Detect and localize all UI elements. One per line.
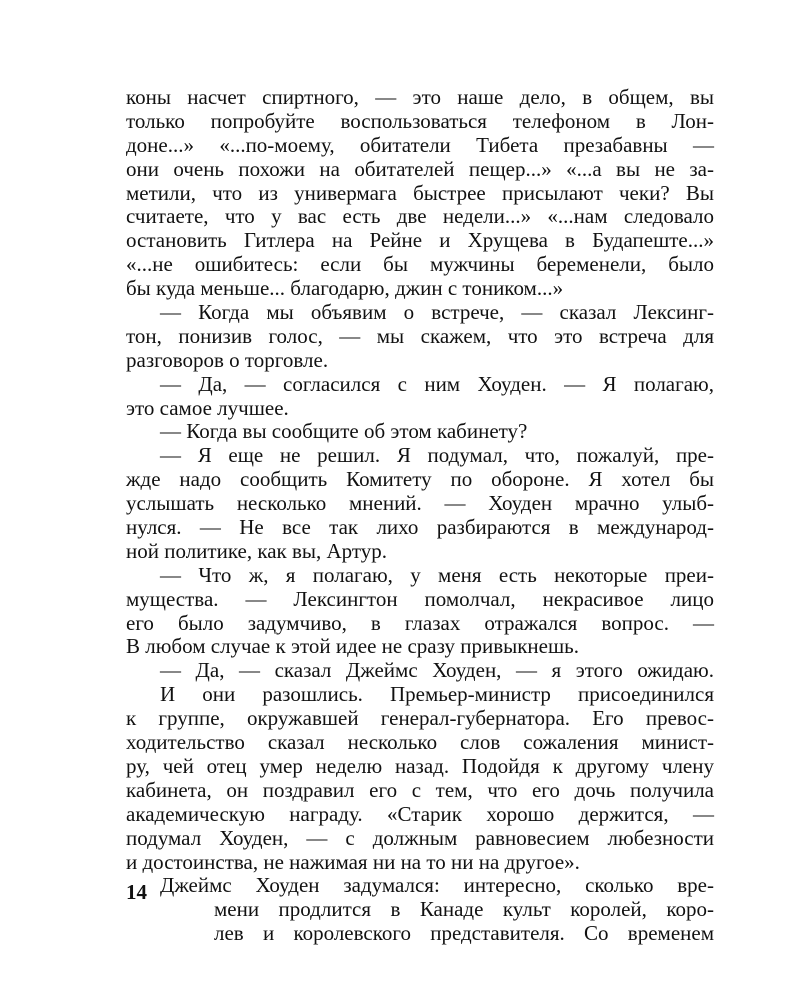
- text-line: — Да, — сказал Джеймс Хоуден, — я этого ожидаю.: [160, 658, 714, 683]
- text-line: кабинета, он поздравил его с тем, что его дочь получила: [126, 777, 714, 802]
- text-line: считаете, что у вас есть две недели...» «...нам следовало: [126, 204, 714, 229]
- text-line: его было задумчиво, в глазах отражался вопрос. —: [126, 610, 714, 635]
- text-line: мущества. — Лексингтон помолчал, некрасивое лицо: [126, 586, 714, 611]
- page-number: 14: [126, 880, 147, 904]
- text-line: — Да, — согласился с ним Хоуден. — Я полагаю,: [160, 371, 714, 396]
- text-line: только попробуйте воспользоваться телефоном в Лон-: [126, 108, 714, 133]
- text-line: бы куда меньше... благодарю, джин с тоником...»: [126, 276, 564, 301]
- text-line: это самое лучшее.: [126, 395, 289, 420]
- text-line: ходительство сказал несколько слов сожаления минист-: [126, 730, 714, 755]
- text-line: Джеймс Хоуден задумался: интересно, сколько вре-: [160, 873, 714, 898]
- text-line: доне...» «...по-моему, обитатели Тибета презабавны —: [126, 132, 714, 157]
- text-line: лев и королевского представителя. Со временем: [214, 921, 714, 946]
- text-line: ру, чей отец умер неделю назад. Подойдя к другому члену: [126, 753, 714, 778]
- text-line: — Что ж, я полагаю, у меня есть некоторые преи-: [160, 562, 714, 587]
- text-line: разговоров о торговле.: [126, 347, 329, 372]
- text-line: И они разошлись. Премьер-министр присоединился: [160, 682, 714, 707]
- text-line: тон, понизив голос, — мы скажем, что это встреча для: [126, 323, 714, 348]
- text-line: подумал Хоуден, — с должным равновесием любезности: [126, 825, 714, 850]
- text-line: к группе, окружавшей генерал-губернатора. Его превос-: [126, 706, 714, 731]
- text-line: мени продлится в Канаде культ королей, коро-: [214, 897, 714, 922]
- text-line: — Я еще не решил. Я подумал, что, пожалуй, пре-: [160, 443, 714, 468]
- text-line: В любом случае к этой идее не сразу привыкнешь.: [126, 634, 579, 659]
- text-line: коны насчет спиртного, — это наше дело, в общем, вы: [126, 85, 714, 109]
- text-line: нулся. — Не все так лихо разбираются в международ-: [126, 515, 714, 540]
- text-line: остановить Гитлера на Рейне и Хрущева в Будапеште...»: [126, 228, 714, 253]
- text-line: жде надо сообщить Комитету по обороне. Я хотел бы: [126, 467, 714, 492]
- text-line: они очень похожи на обитателей пещер...» «...а вы не за-: [126, 156, 714, 181]
- text-line: метили, что из универмага быстрее присылают чеки? Вы: [126, 180, 714, 205]
- text-line: — Когда вы сообщите об этом кабинету?: [160, 419, 528, 444]
- text-line: и достоинства, не нажимая ни на то ни на другое».: [126, 849, 580, 874]
- text-line: академическую награду. «Старик хорошо держится, —: [126, 801, 714, 826]
- text-line: — Когда мы объявим о встрече, — сказал Лексинг-: [160, 300, 714, 325]
- text-line: услышать несколько мнений. — Хоуден мрачно улыб-: [126, 491, 714, 516]
- text-line: «...не ошибитесь: если бы мужчины беременели, было: [126, 252, 714, 277]
- body-text: [126, 86, 714, 946]
- text-line: ной политике, как вы, Артур.: [126, 538, 388, 563]
